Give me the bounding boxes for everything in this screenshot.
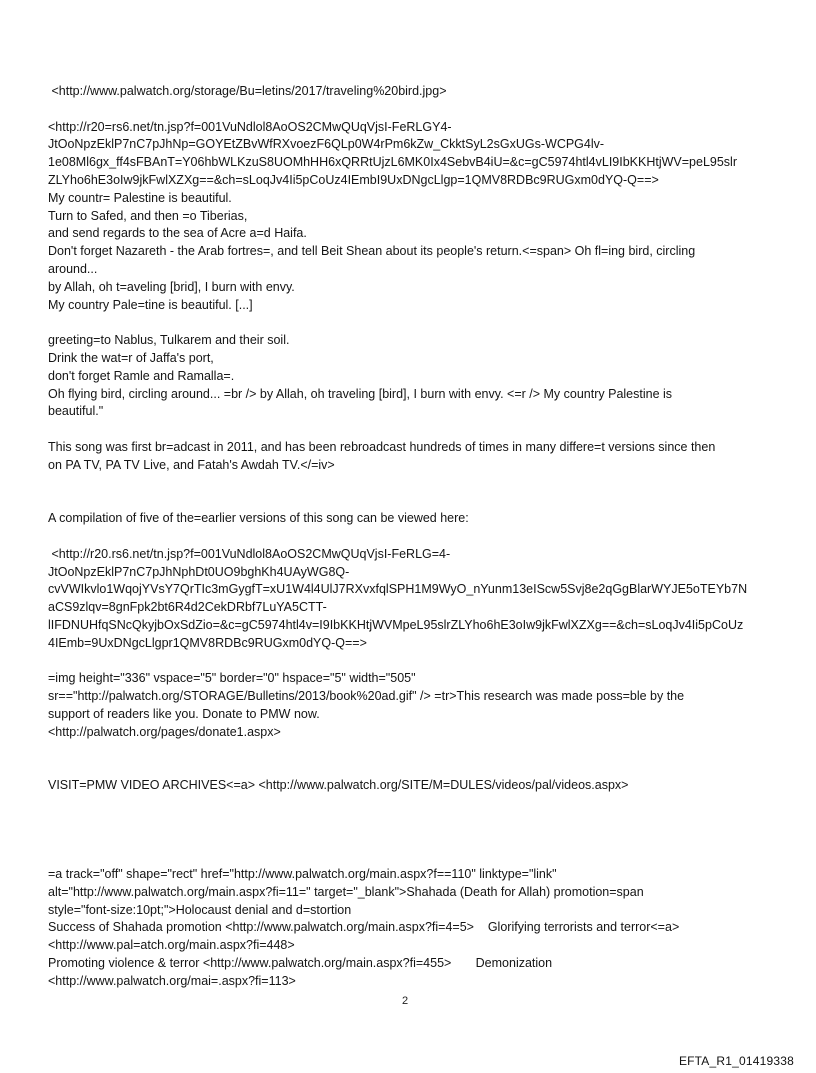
blank-line <box>48 848 778 866</box>
blank-line <box>48 759 778 777</box>
text-line: sr=="http://palwatch.org/STORAGE/Bulletins/2013/book%20ad.gif" /> =tr>This research was made poss=ble by the <box>48 689 685 704</box>
text-line: <http://www.palwatch.org/mai=.aspx?fi=113> <box>48 973 296 988</box>
text-line: VISIT=PMW VIDEO ARCHIVES<=a> <http://www.palwatch.org/SITE/M=DULES/videos/pal/videos.aspx> <box>48 778 629 793</box>
bates-number: EFTA_R1_01419338 <box>678 1054 794 1068</box>
text-line: around... <box>48 261 98 276</box>
text-line: Don't forget Nazareth - the Arab fortres=, and tell Beit Shean about its people's return.<=span> Oh fl=ing bird, circling <box>48 244 696 259</box>
text-line: <http://r20.rs6.net/tn.jsp?f=001VuNdlol8AoOS2CMwQUqVjsI-FeRLG=4- <box>48 546 451 561</box>
text-line: lIFDNUHfqSNcQkyjbOxSdZio=&c=gC5974htl4v=I9IbKKHtjWVMpeL95slrZLYho6hE3oIw9jkFwlXZXg==&ch=sLoqJv4Ii5pCoUz <box>48 617 744 632</box>
text-line: JtOoNpzEklP7nC7pJhNphDt0UO9bghKh4UAyWG8Q- <box>48 564 350 579</box>
blank-line <box>48 101 778 119</box>
blank-line <box>48 475 778 493</box>
text-line: alt="http://www.palwatch.org/main.aspx?fi=11=" target="_blank">Shahada (Death for Allah) promotion=span <box>48 884 644 899</box>
blank-line <box>48 492 778 510</box>
blank-line <box>48 830 778 848</box>
text-line: support of readers like you. Donate to PMW now. <box>48 706 320 721</box>
text-line: <http://palwatch.org/pages/donate1.aspx> <box>48 724 281 739</box>
document-body <box>48 83 778 991</box>
text-line: Oh flying bird, circling around... =br /> by Allah, oh traveling [bird], I burn with envy. <=r /> My country Palestine is <box>48 386 673 401</box>
text-line: greeting=to Nablus, Tulkarem and their soil. <box>48 333 290 348</box>
text-line: This song was first br=adcast in 2011, and has been rebroadcast hundreds of times in many differe=t versions since then <box>48 439 716 454</box>
text-line: =img height="336" vspace="5" border="0" hspace="5" width="505" <box>48 671 416 686</box>
text-line: My countr= Palestine is beautiful. <box>48 190 232 205</box>
page-number: 2 <box>402 995 409 1007</box>
blank-line <box>48 813 778 831</box>
blank-line <box>48 741 778 759</box>
text-line: don't forget Ramle and Ramalla=. <box>48 368 235 383</box>
text-line: Success of Shahada promotion <http://www.palwatch.org/main.aspx?fi=4=5> Glorifying terrorists and terror<=a> <box>48 920 680 935</box>
text-line: style="font-size:10pt;">Holocaust denial and d=stortion <box>48 902 352 917</box>
text-line: =a track="off" shape="rect" href="http://www.palwatch.org/main.aspx?f==110" linktype="link" <box>48 867 557 882</box>
text-line: cvVWIkvlo1WqojYVsY7QrTIc3mGygfT=xU1W4l4UlJ7RXvxfqlSPH1M9WyO_nYunm13eIScw5Svj8e2qGgBlarWYJE5oTEYb7N <box>48 582 748 597</box>
text-line: 4IEmb=9UxDNgcLlgpr1QMV8RDBc9RUGxm0dYQ-Q==> <box>48 635 367 650</box>
blank-line <box>48 795 778 813</box>
text-line: 1e08Ml6gx_ff4sFBAnT=Y06hbWLKzuS8UOMhHH6xQRRtUjzL6MK0Ix4SebvB4iU=&c=gC5974htl4vLI9IbKKHtjWV=peL95slr <box>48 155 738 170</box>
text-line: <http://www.palwatch.org/storage/Bu=letins/2017/traveling%20bird.jpg> <box>48 84 447 98</box>
text-line: and send regards to the sea of Acre a=d Haifa. <box>48 226 307 241</box>
text-line: JtOoNpzEklP7nC7pJhNp=GOYEtZBvWfRXvoezF6QLp0W4rPm6kZw_CkktSyL2sGxUGs-WCPG4lv- <box>48 137 605 152</box>
text-line: aCS9zlqv=8gnFpk2bt6R4d2CekDRbf7LuYA5CTT- <box>48 600 327 615</box>
blank-line <box>48 528 778 546</box>
text-line: ZLYho6hE3oIw9jkFwlXZXg==&ch=sLoqJv4Ii5pCoUz4IEmbI9UxDNgcLlgp=1QMV8RDBc9RUGxm0dYQ-Q==> <box>48 172 659 187</box>
blank-line <box>48 653 778 671</box>
text-line: Drink the wat=r of Jaffa's port, <box>48 350 214 365</box>
text-line: beautiful." <box>48 404 104 419</box>
text-line: on PA TV, PA TV Live, and Fatah's Awdah TV.</=iv> <box>48 457 335 472</box>
text-line: by Allah, oh t=aveling [brid], I burn with envy. <box>48 279 295 294</box>
text-line: My country Pale=tine is beautiful. [...] <box>48 297 253 312</box>
text-line: <http://r20=rs6.net/tn.jsp?f=001VuNdlol8AoOS2CMwQUqVjsI-FeRLGY4- <box>48 119 452 134</box>
text-line: A compilation of five of the=earlier versions of this song can be viewed here: <box>48 511 469 526</box>
blank-line <box>48 314 778 332</box>
text-line: Promoting violence & terror <http://www.palwatch.org/main.aspx?fi=455> Demonization <box>48 956 553 971</box>
text-line: Turn to Safed, and then =o Tiberias, <box>48 208 248 223</box>
text-line: <http://www.pal=atch.org/main.aspx?fi=448> <box>48 938 295 953</box>
blank-line <box>48 421 778 439</box>
